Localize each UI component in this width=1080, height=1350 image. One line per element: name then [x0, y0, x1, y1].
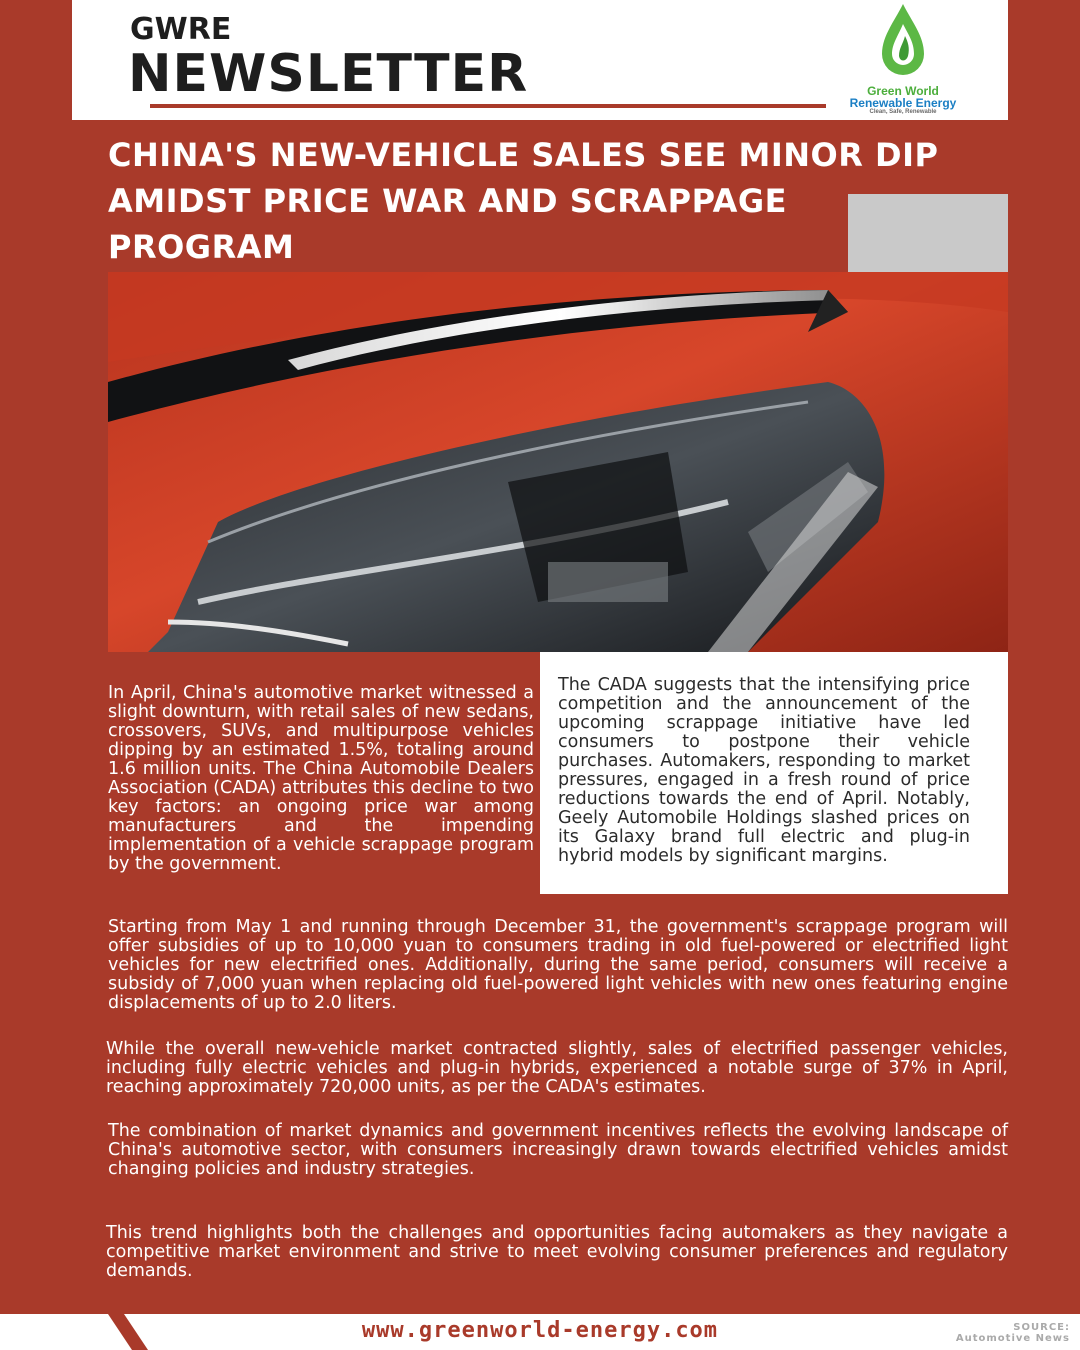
- article-paragraph: While the overall new-vehicle market contracted slightly, sales of electrified passenger vehicles, including fully electric vehicles and plug-in hybrids, experienced a notable surge of 37% in April, reaching approximately 720,000 units, as per the CADA's estimates.: [106, 1039, 1008, 1097]
- newsletter-kicker: GWRE: [130, 12, 232, 47]
- car-headlight-photo: [108, 272, 1008, 652]
- header-divider: [150, 104, 826, 108]
- source-name: Automotive News: [955, 1333, 1070, 1344]
- source-label: SOURCE:: [1013, 1322, 1070, 1333]
- car-headlight-illustration: [108, 272, 1008, 652]
- newsletter-header: [72, 0, 1008, 120]
- article-paragraph: The combination of market dynamics and government incentives reflects the evolving landscape of China's automotive sector, with consumers increasingly drawn towards electrified vehicles amidst changing policies and industry strategies.: [108, 1121, 1008, 1179]
- logo-line-2: Renewable Energy: [849, 96, 957, 110]
- page-footer: [0, 1314, 1080, 1350]
- newsletter-title: NEWSLETTER: [128, 44, 529, 104]
- logo-line-1: Green World: [867, 84, 939, 98]
- website-link[interactable]: www.greenworld-energy.com: [361, 1318, 719, 1343]
- green-flame-drop-icon: [878, 2, 928, 84]
- source-credit: [956, 1322, 1070, 1344]
- article-left-column: In April, China's automotive market witnessed a slight downturn, with retail sales of new sedans, crossovers, SUVs, and multipurpose vehicles dipping by an estimated 1.5%, totaling around 1.6 million units. The China Automobile Dealers Association (CADA) attributes this decline to two key factors: an ongoing price war among manufacturers and the impending implementation of a vehicle scrappage program by the government.: [108, 683, 534, 874]
- article-paragraph: This trend highlights both the challenges and opportunities facing automakers as they navigate a competitive market environment and strive to meet evolving consumer preferences and regulatory demands.: [106, 1223, 1008, 1281]
- article-right-column: The CADA suggests that the intensifying price competition and the announcement of the upcoming scrappage initiative have led consumers to postpone their vehicle purchases. Automakers, responding to market pressures, engaged in a fresh round of price reductions towards the end of April. Notably, Geely Automobile Holdings slashed prices on its Galaxy brand full electric and plug-in hybrid models by significant margins.: [558, 675, 970, 866]
- article-paragraph: Starting from May 1 and running through December 31, the government's scrappage program will offer subsidies of up to 10,000 yuan to consumers trading in old fuel-powered or electrified light vehicles for new electrified ones. Additionally, during the same period, consumers will receive a subsidy of 7,000 yuan when replacing old fuel-powered light vehicles with new ones featuring engine displacements of up to 2.0 liters.: [108, 917, 1008, 1013]
- decorative-gray-block: [848, 194, 1008, 272]
- logo-tagline: Clean, Safe, Renewable: [869, 109, 937, 115]
- article-headline: CHINA'S NEW-VEHICLE SALES SEE MINOR DIP AMIDST PRICE WAR AND SCRAPPAGE PROGRAM: [108, 136, 939, 266]
- company-logo: [838, 2, 968, 114]
